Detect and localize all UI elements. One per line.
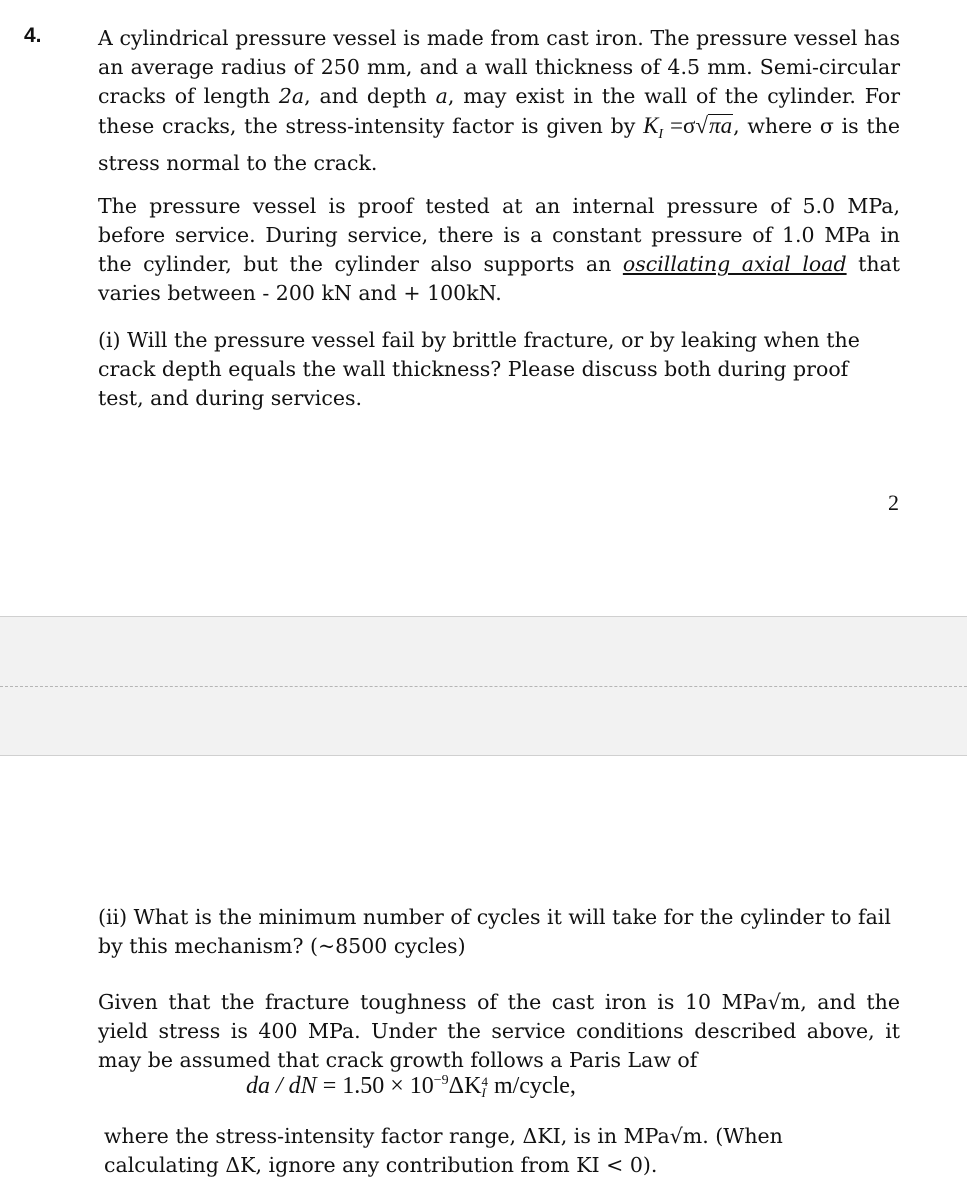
question-i: (i) Will the pressure vessel fail by brittle fracture, or by leaking when the crack depth equals the wall thickness? Please discuss both during proof test, and during services. — [98, 328, 860, 410]
paris-law-intro: Given that the fracture toughness of the cast iron is 10 MPa√m, and the yield stress is 400 MPa. Under the service conditions described above, it may be assumed that crack growth follows a Paris Law of — [98, 990, 900, 1072]
stress-intensity-formula: $K_I =\sigma√\pi a$ — [643, 113, 733, 142]
paris-law-equation: da / dN = $1.50 \times 10^{-9}\Delta K4$ I m/cycle, — [246, 1073, 576, 1101]
problem-statement: A cylindrical pressure vessel is made from cast iron. The pressure vessel has an average radius of 250 mm, and a wall thickness of 4.5 mm. Semi-circular cracks of length 2a, and depth a, may exist in the wall of the cylinder. For these cracks, the stress-intensity factor is given by $K_I =\sigma√\pi a$, where σ is the stress normal to the crack. — [98, 26, 900, 175]
page-break-band — [0, 616, 967, 756]
question-ii: (ii) What is the minimum number of cycles it will take for the cylinder to fail by this mechanism? (~8500 cycles) — [98, 905, 891, 958]
page-number: 2 — [888, 490, 899, 515]
service-conditions: The pressure vessel is proof tested at an internal pressure of 5.0 MPa, before service. During service, there is a constant pressure of 1.0 MPa in the cylinder, but the cylinder also supports an oscillating axial load that varies between - 200 kN and + 100kN. — [98, 194, 901, 305]
page-break-dashed-line — [0, 686, 967, 687]
oscillating-load-underlined: oscillating axial load — [622, 252, 847, 276]
question-number: 4. — [24, 24, 42, 47]
units-note: where the stress-intensity factor range, ΔKI, is in MPa√m. (When calculating ΔK, ignore any contribution from KI < 0). — [104, 1124, 783, 1177]
